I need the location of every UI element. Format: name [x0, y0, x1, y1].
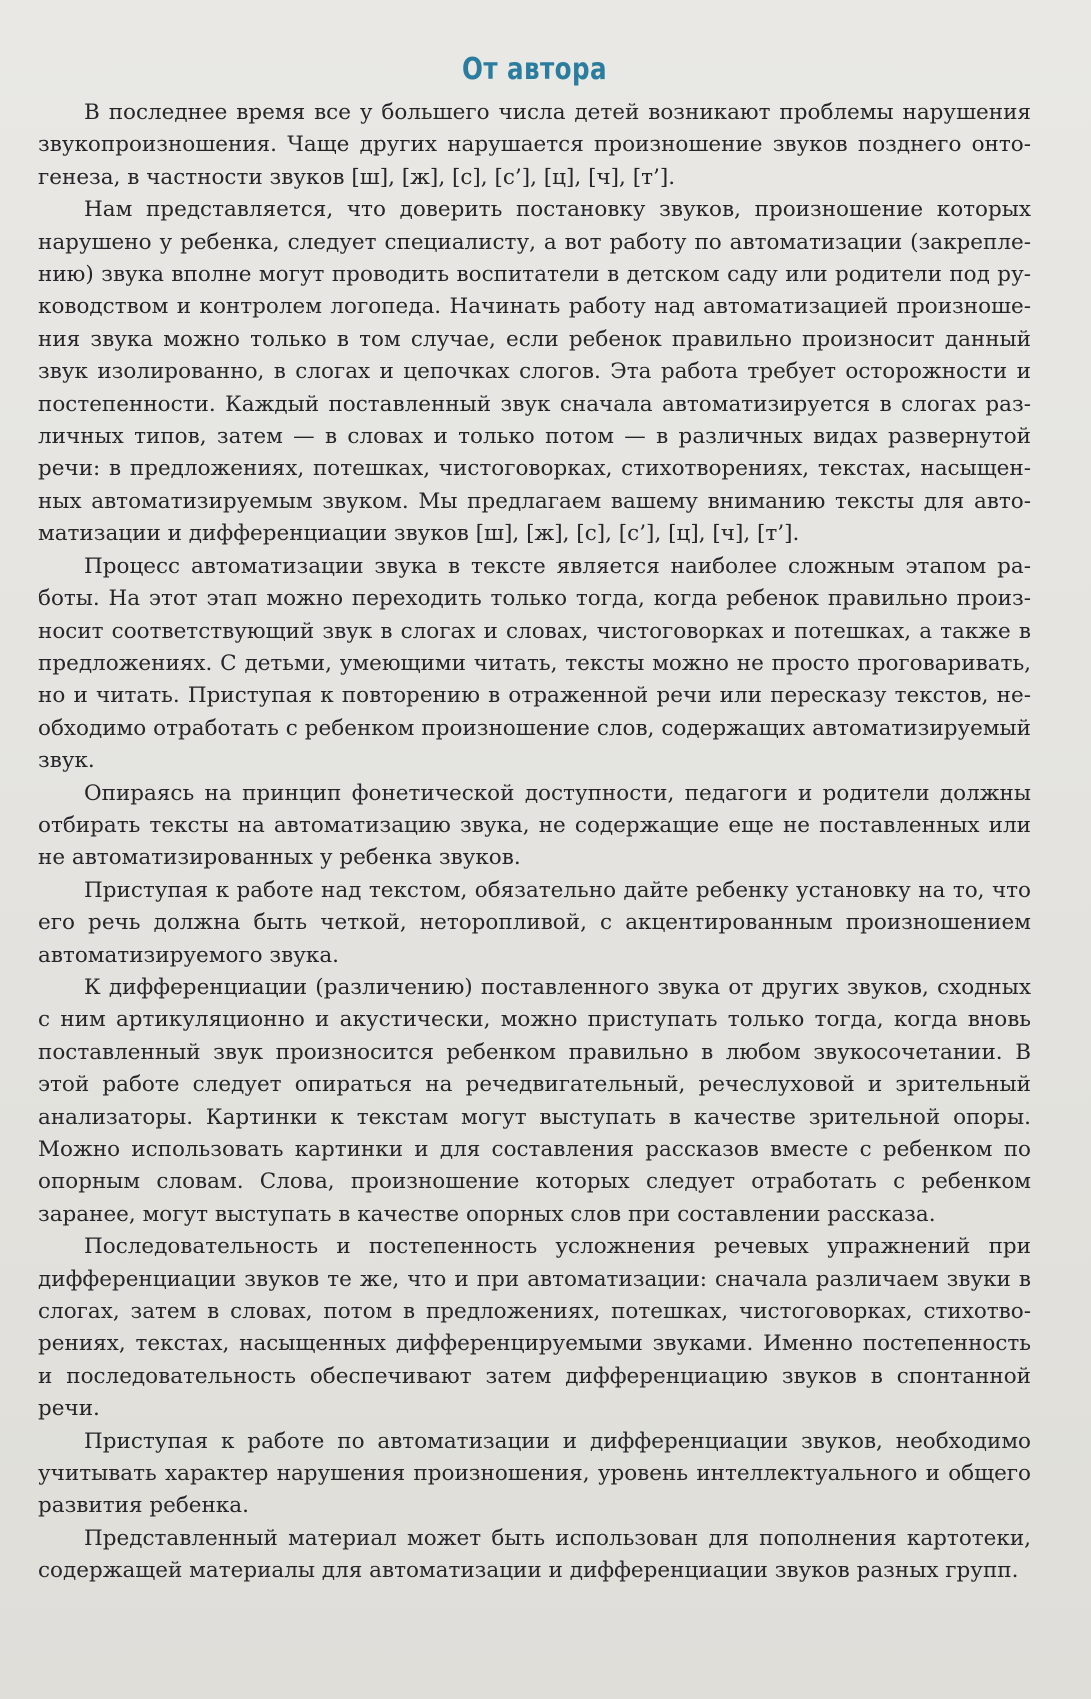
body-text — [38, 97, 1031, 1588]
paragraph-3: Процесс автоматизации звука в тексте является наиболее сложным этапом работы. На этот этап можно переходить только тогда, когда ребенок правильно произносит соответствующий звук в слогах и словах, чистоговорках и потешках, а также в предложениях. С детьми, умеющими читать, тексты можно не просто проговаривать, но и читать. Приступая к повторению в отраженной речи или пересказу текстов, необходимо отработать с ребенком произношение слов, содержащих автоматизируемый звук. — [38, 553, 1031, 774]
paragraph-4: Опираясь на принцип фонетической доступности, педагоги и родители должны отбирать тексты на автоматизацию звука, не содержащие еще не поставленных или не автоматизированных у ребенка звуков. — [38, 780, 1031, 871]
paragraph-8: Приступая к работе по автоматизации и дифференциации звуков, необходимо учитывать характер нарушения произношения, уровень интеллектуального и общего развития ребенка. — [38, 1428, 1031, 1519]
paragraph-7: Последовательность и постепенность усложнения речевых упражнений при дифференциации звуков те же, что и при автоматизации: сначала различаем звуки в слогах, затем в словах, потом в предложениях, потешках, чистоговорках, стихотворениях, текстах, насыщенных дифференцируемыми звуками. Именно постепенность и последовательность обеспечивают затем дифференциацию звуков в спонтанной речи. — [38, 1234, 1031, 1422]
paragraph-9: Представленный материал может быть использован для пополнения картотеки, содержащей материалы для автоматизации и дифференциации звуков разных групп. — [38, 1525, 1031, 1584]
page-title: От автора — [462, 52, 607, 87]
paragraph-2: Нам представляется, что доверить постановку звуков, произношение которых нарушено у ребенка, следует специалисту, а вот работу по автоматизации (закреплению) звука вполне могут проводить воспитатели в детском саду или родители под руководством и контролем логопеда. Начинать работу над автоматизацией произношения звука можно только в том случае, если ребенок правильно произносит данный звук изолированно, в слогах и цепочках слогов. Эта работа требует осторожности и постепенности. Каждый поставленный звук сначала автоматизируется в слогах различных типов, затем — в словах и только потом — в различных видах развернутой речи: в предложениях, потешках, чистоговорках, стихотворениях, текстах, насыщенных автоматизируемым звуком. Мы предлагаем вашему вниманию тексты для автоматизации и дифференциации звуков [ш], [ж], [с], [с’], [ц], [ч], [т’]. — [38, 197, 1031, 547]
paragraph-5: Приступая к работе над текстом, обязательно дайте ребенку установку на то, что его речь должна быть четкой, неторопливой, с акцентированным произношением автоматизируемого звука. — [38, 877, 1031, 968]
paragraph-1: В последнее время все у большего числа детей возникают проблемы нарушения звукопроизношения. Чаще других нарушается произношение звуков позднего онтогенеза, в частности звуков [ш], [ж], [с], [с’], [ц], [ч], [т’]. — [38, 100, 1031, 190]
paragraph-6: К дифференциации (различению) поставленного звука от других звуков, сходных с ним артикуляционно и акустически, можно приступать только тогда, когда вновь поставленный звук произносится ребенком правильно в любом звукосочетании. В этой работе следует опираться на речедвигательный, речеслуховой и зрительный анализаторы. Картинки к текстам могут выступать в качестве зрительной опоры. Можно использовать картинки и для составления рассказов вместе с ребенком по опорным словам. Слова, произношение которых следует отработать с ребенком заранее, могут выступать в качестве опорных слов при составлении рассказа. — [38, 974, 1031, 1227]
